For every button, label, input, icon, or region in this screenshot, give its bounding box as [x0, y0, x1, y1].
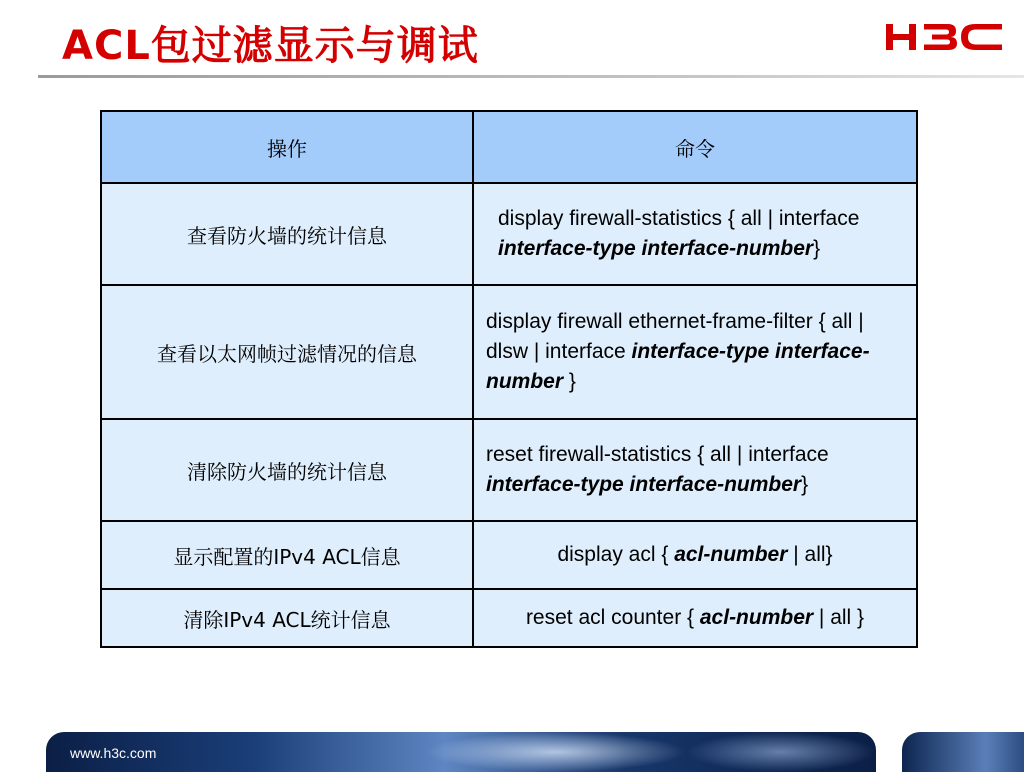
table-header-row [101, 111, 917, 183]
slide-title: ACL包过滤显示与调试 [62, 23, 479, 69]
footer-url: www.h3c.com [70, 745, 157, 761]
operation-cell: 清除IPv4 ACL统计信息 [101, 589, 473, 647]
header-operation: 操作 [101, 111, 473, 183]
table-row [101, 183, 917, 285]
command-cell: display acl { acl-number | all} [473, 521, 917, 589]
operation-cell: 查看防火墙的统计信息 [101, 183, 473, 285]
command-cell: reset acl counter { acl-number | all } [473, 589, 917, 647]
footer-banner-right [902, 732, 1024, 772]
operation-cell: 显示配置的IPv4 ACL信息 [101, 521, 473, 589]
title-divider [38, 75, 1024, 78]
command-cell: reset firewall-statistics { all | interface interface-type interface-number} [473, 419, 917, 521]
header-command: 命令 [473, 111, 917, 183]
operation-cell: 查看以太网帧过滤情况的信息 [101, 285, 473, 419]
operation-cell: 清除防火墙的统计信息 [101, 419, 473, 521]
footer-glow [686, 732, 876, 772]
table-row [101, 521, 917, 589]
footer-glow [426, 732, 686, 772]
table-row [101, 589, 917, 647]
command-cell: display firewall-statistics { all | interface interface-type interface-number} [473, 183, 917, 285]
footer-banner [46, 732, 876, 772]
table-row [101, 285, 917, 419]
h3c-logo [884, 18, 1004, 56]
command-table [100, 110, 918, 648]
command-cell: display firewall ethernet-frame-filter { all | dlsw | interface interface-type interface-number } [473, 285, 917, 419]
table-row [101, 419, 917, 521]
